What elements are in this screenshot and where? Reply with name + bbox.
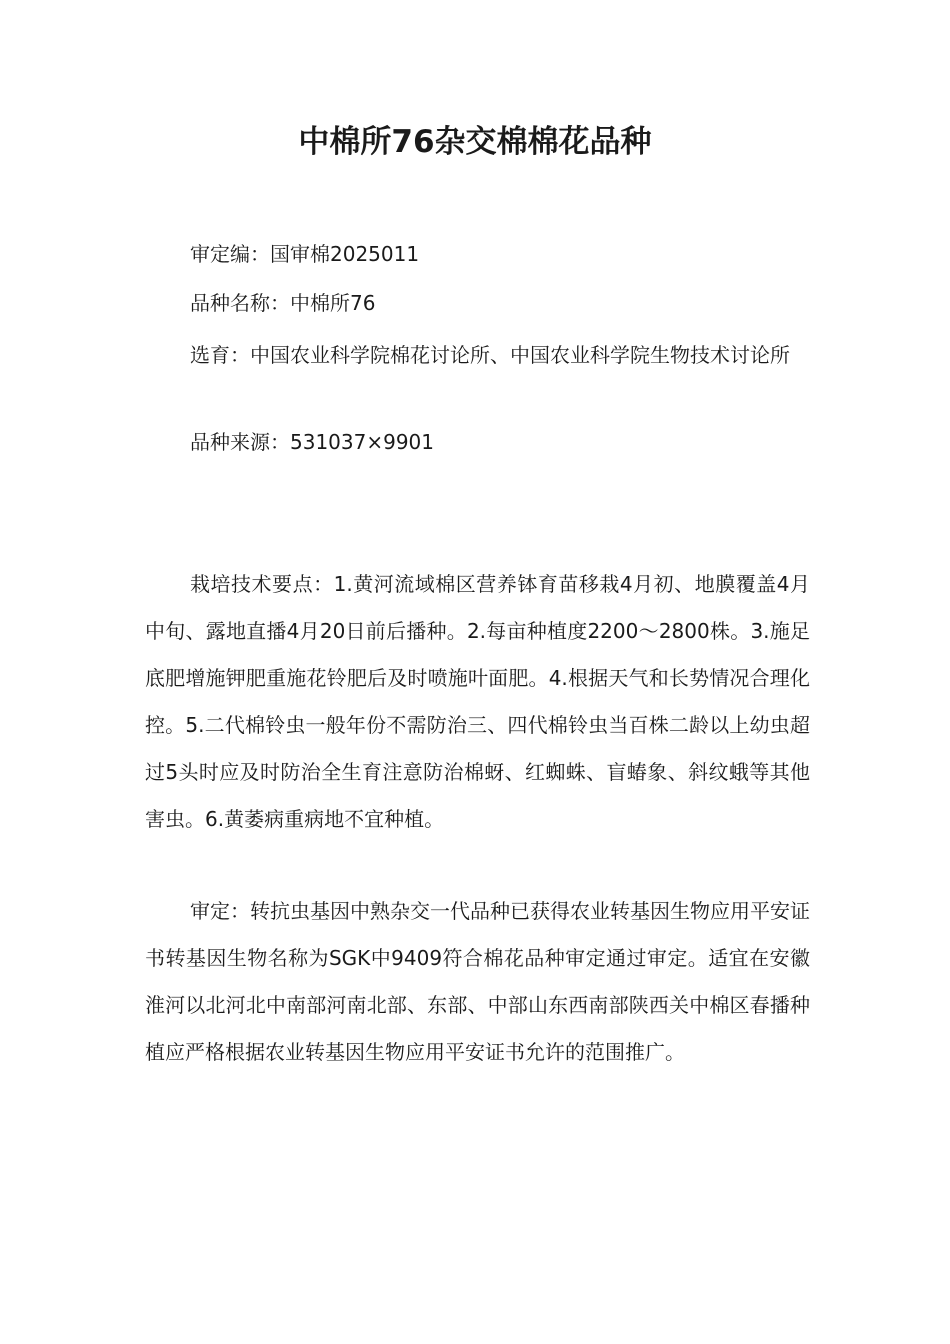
variety-name-line: 品种名称：中棉所76 bbox=[190, 291, 376, 315]
review-paragraph: 审定：转抗虫基因中熟杂交一代品种已获得农业转基因生物应用平安证书转基因生物名称为SGK中9409符合棉花品种审定通过审定。适宜在安徽淮河以北河北中南部河南北部、东部、中部山东西南部陕西关中棉区春播种植应严格根据农业转基因生物应用平安证书允许的范围推广。 bbox=[145, 899, 810, 1064]
breeder-paragraph: 选育：中国农业科学院棉花讨论所、中国农业科学院生物技术讨论所 bbox=[190, 343, 790, 367]
approval-code-line: 审定编：国审棉2025011 bbox=[190, 242, 420, 266]
cultivation-paragraph: 栽培技术要点：1.黄河流域棉区营养钵育苗移栽4月初、地膜覆盖4月中旬、露地直播4月20日前后播种。2.每亩种植度2200～2800株。3.施足底肥增施钾肥重施花铃肥后及时喷施叶面肥。4.根据天气和长势情况合理化控。5.二代棉铃虫一般年份不需防治三、四代棉铃虫当百株二龄以上幼虫超过5头时应及时防治全生育注意防治棉蚜、红蜘蛛、盲蝽象、斜纹蛾等其他害虫。6.黄萎病重病地不宜种植。 bbox=[145, 572, 810, 831]
document-title: 中棉所76杂交棉棉花品种 bbox=[298, 124, 652, 160]
origin-line: 品种来源：531037×9901 bbox=[190, 430, 435, 454]
